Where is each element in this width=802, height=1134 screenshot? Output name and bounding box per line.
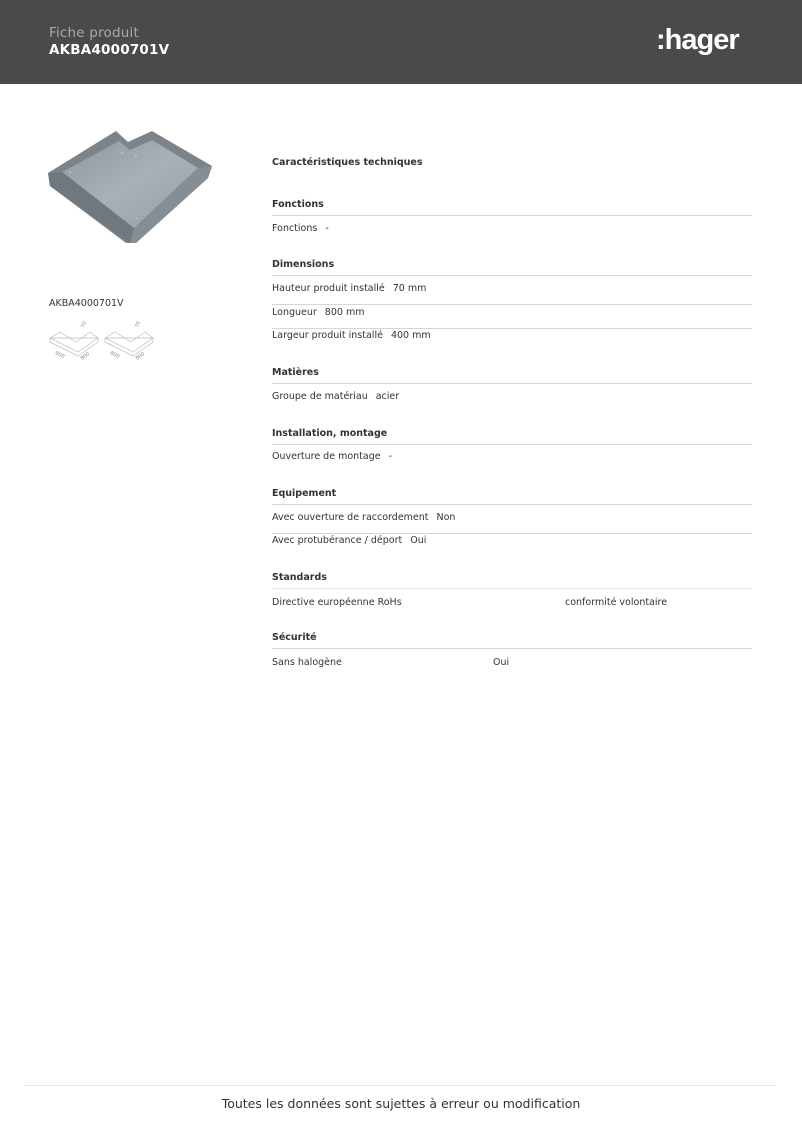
section-title-dimensions: Dimensions — [272, 259, 752, 276]
footer-divider — [24, 1085, 776, 1086]
spec-row — [272, 282, 752, 305]
header-title: AKBA4000701V — [49, 42, 170, 58]
spec-value: conformité volontaire — [565, 597, 668, 608]
header-subtitle: Fiche produit — [49, 25, 139, 41]
spec-row — [272, 306, 752, 329]
corner-cover-image — [46, 128, 214, 246]
svg-text:800: 800 — [134, 351, 146, 362]
specs-title: Caractéristiques techniques — [272, 157, 423, 168]
svg-text:800: 800 — [54, 350, 66, 360]
spec-row — [272, 222, 752, 245]
spec-value: Oui — [410, 535, 427, 546]
footer-disclaimer: Toutes les données sont sujettes à erreur ou modification — [221, 1096, 581, 1111]
section-title-installation: Installation, montage — [272, 428, 752, 445]
spec-label: Avec protubérance / déport — [272, 535, 403, 546]
spec-label: Groupe de matériau — [272, 391, 368, 402]
spec-row — [272, 390, 752, 413]
spec-label: Longueur — [272, 307, 317, 318]
spec-row — [272, 329, 752, 352]
svg-text:70: 70 — [134, 320, 143, 329]
spec-row — [272, 511, 752, 534]
spec-value: acier — [375, 391, 400, 402]
spec-row — [272, 596, 752, 619]
section-title-fonctions: Fonctions — [272, 199, 752, 216]
spec-value: 800 mm — [324, 307, 365, 318]
spec-value: Oui — [493, 657, 510, 668]
spec-value: Non — [436, 512, 456, 523]
product-reference: AKBA4000701V — [49, 298, 124, 309]
spec-label: Largeur produit installé — [272, 330, 383, 341]
section-title-equipement: Equipement — [272, 488, 752, 505]
spec-label: Hauteur produit installé — [272, 283, 385, 294]
section-title-securite: Sécurité — [272, 632, 752, 649]
svg-text:800: 800 — [109, 350, 121, 360]
svg-text:800: 800 — [79, 351, 91, 362]
section-title-matieres: Matières — [272, 367, 752, 384]
spec-value: - — [388, 451, 393, 462]
spec-label: Avec ouverture de raccordement — [272, 512, 429, 523]
dimension-drawings — [48, 316, 158, 364]
spec-row — [272, 450, 752, 473]
svg-text:70: 70 — [80, 320, 89, 329]
spec-value: - — [325, 223, 329, 234]
page-header — [0, 0, 802, 84]
spec-label: Sans halogène — [272, 657, 342, 668]
spec-value: 70 mm — [392, 283, 427, 294]
spec-label: Fonctions — [272, 223, 318, 234]
spec-label: Directive européenne RoHs — [272, 597, 402, 608]
spec-label: Ouverture de montage — [272, 451, 381, 462]
hager-logo: :hager — [656, 24, 739, 56]
spec-row — [272, 534, 752, 557]
spec-row — [272, 656, 752, 679]
spec-value: 400 mm — [390, 330, 431, 341]
section-title-standards: Standards — [272, 572, 752, 589]
